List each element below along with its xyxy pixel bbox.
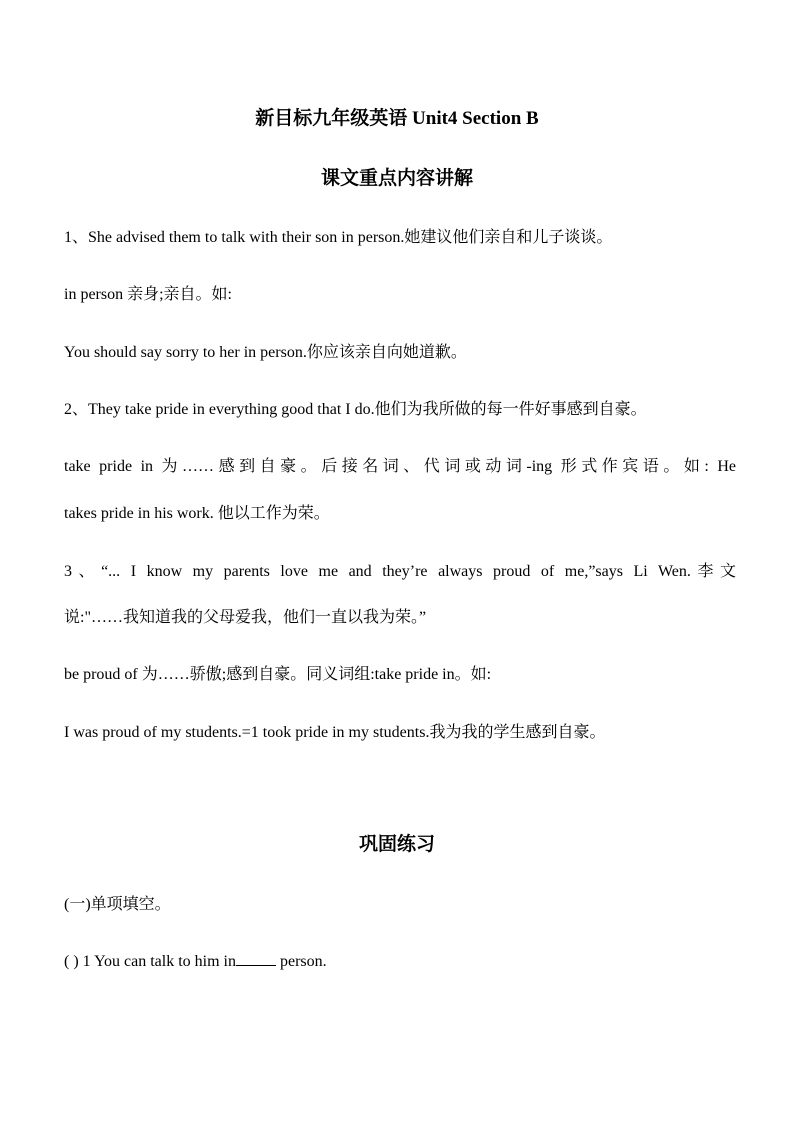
question-1-text-end: person. bbox=[276, 953, 327, 970]
note-3-example: I was proud of my students.=1 took pride in my students.我为我的学生感到自豪。 bbox=[64, 724, 606, 741]
question-1 bbox=[64, 951, 327, 973]
note-1-phrase: in person 亲身;亲自。如: bbox=[64, 286, 232, 303]
note-2-phrase: take pride in 为……感到自豪。后接名词、代词或动词-ing 形式作宾语。如: He bbox=[64, 458, 736, 475]
practice-heading: 巩固练习 bbox=[358, 834, 435, 855]
answer-blank bbox=[236, 951, 276, 966]
question-1-text: ( ) 1 You can talk to him in bbox=[64, 953, 236, 970]
note-1-example: You should say sorry to her in person.你应该亲自向她道歉。 bbox=[64, 344, 467, 361]
note-1-sentence: 1、She advised them to talk with their son in person.她建议他们亲自和儿子谈谈。 bbox=[64, 229, 613, 246]
note-3-sentence-continued: 说:"……我知道我的父母爱我，他们一直以我为荣。” bbox=[64, 609, 427, 626]
note-2-phrase-continued: takes pride in his work. 他以工作为荣。 bbox=[64, 505, 330, 522]
section-subtitle: 课文重点内容讲解 bbox=[320, 168, 473, 189]
note-3-sentence: 3、“... I know my parents love me and they’re always proud of me,”says Li Wen.李文 bbox=[64, 563, 736, 580]
note-2-sentence: 2、They take pride in everything good that I do.他们为我所做的每一件好事感到自豪。 bbox=[64, 401, 647, 418]
note-3-phrase: be proud of 为……骄傲;感到自豪。同义词组:take pride in。如: bbox=[64, 666, 492, 683]
practice-section-label: (一)单项填空。 bbox=[64, 896, 171, 913]
document-title: 新目标九年级英语 Unit4 Section B bbox=[255, 108, 539, 129]
